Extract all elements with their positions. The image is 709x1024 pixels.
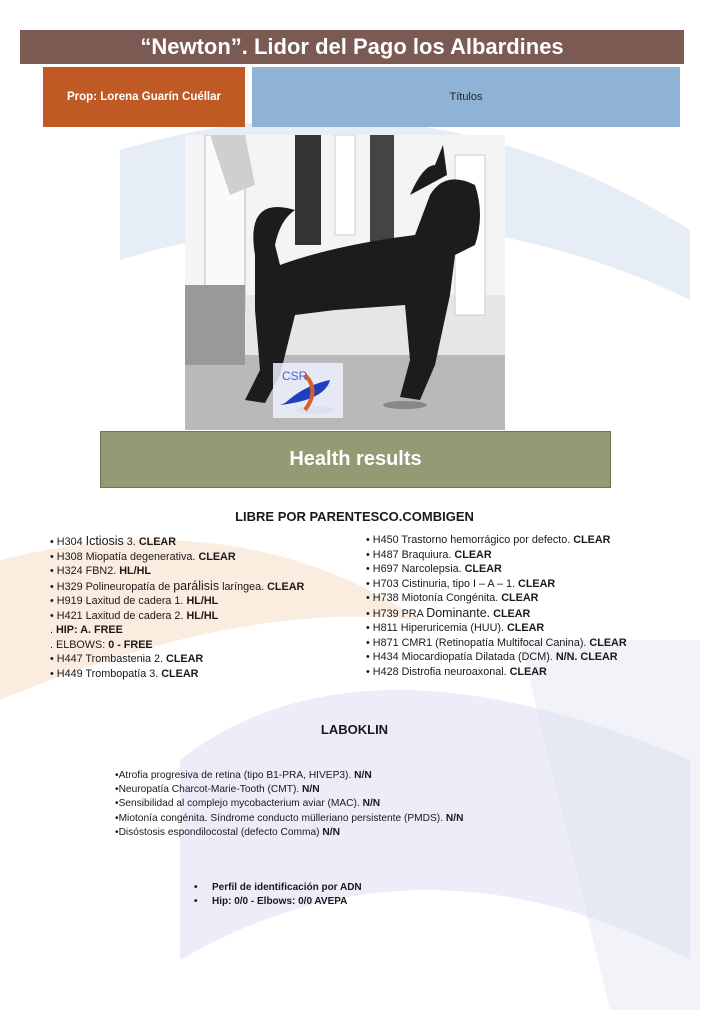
laboklin-result: N/N	[354, 770, 372, 781]
test-result: CLEAR	[454, 548, 492, 561]
test-code: • H738	[366, 592, 402, 604]
test-item-right-2	[366, 562, 627, 577]
test-code: • H919	[50, 595, 86, 607]
test-item-left-3	[50, 579, 304, 595]
test-result: CLEAR	[161, 667, 199, 680]
test-name: Laxitud de cadera 1.	[85, 595, 187, 607]
test-name: Trombopatía 3.	[85, 667, 162, 680]
test-code: • H871	[366, 636, 402, 649]
test-result: HL/HL	[186, 595, 219, 607]
test-result: HL/HL	[186, 609, 219, 622]
test-item-right-6	[366, 621, 627, 636]
test-item-right-7	[366, 636, 627, 651]
test-name: Narcolepsia.	[401, 563, 465, 575]
laboklin-item-1	[115, 783, 463, 797]
test-item-right-4	[366, 591, 627, 606]
bottom-item-text: Hip: 0/0 - Elbows: 0/0 AVEPA	[212, 895, 348, 907]
test-result: HL/HL	[119, 565, 151, 577]
test-result: CLEAR	[518, 577, 556, 590]
test-name: ELBOWS:	[56, 638, 109, 651]
laboklin-test-name: •Neuropatía Charcot-Marie-Tooth (CMT).	[115, 784, 302, 796]
test-code: • H308	[50, 550, 86, 563]
laboklin-test-name: •Atrofia progresiva de retina (tipo B1-PRA, HIVEP3).	[115, 770, 355, 781]
test-name: Hiperuricemia (HUU).	[400, 622, 507, 634]
test-result: N/N. CLEAR	[555, 651, 618, 663]
test-code: • H329	[50, 580, 86, 593]
test-result: CLEAR	[166, 653, 204, 665]
test-item-right-1	[366, 548, 627, 563]
test-name-suffix: laríngea.	[219, 580, 268, 593]
test-item-right-3	[366, 577, 627, 592]
laboklin-item-2	[115, 797, 463, 811]
laboklin-result: N/N	[322, 826, 340, 838]
laboklin-item-3	[115, 812, 463, 826]
laboklin-list	[115, 769, 463, 840]
test-name: Laxitud de cadera 2.	[85, 609, 187, 622]
laboklin-result: N/N	[302, 784, 320, 796]
combigen-heading: LIBRE POR PARENTESCO.COMBIGEN	[235, 509, 474, 524]
test-name: Trombastenia 2.	[85, 653, 167, 665]
laboklin-test-name: •Miotonía congénita. Síndrome conducto mülleriano persistente (PMDS).	[115, 812, 446, 824]
test-item-right-8	[366, 650, 627, 665]
test-code: • H697	[366, 563, 402, 575]
bottom-item-1	[194, 895, 362, 909]
test-result: CLEAR	[198, 550, 236, 563]
laboklin-result: N/N	[445, 812, 464, 824]
test-code: • H447	[50, 653, 86, 665]
test-result: CLEAR	[573, 534, 611, 546]
test-result: CLEAR	[506, 622, 545, 634]
test-code: • H450	[366, 534, 402, 546]
dog-photo-image	[185, 135, 505, 430]
test-code: .	[50, 638, 56, 651]
test-name: Miopatía degenerativa.	[85, 550, 199, 563]
test-code: • H487	[366, 548, 402, 561]
bottom-item-0	[194, 881, 362, 895]
test-result: CLEAR	[493, 607, 531, 620]
test-item-right-5	[366, 606, 627, 622]
bottom-item-text: Perfil de identificación por ADN	[212, 882, 362, 893]
test-code: • H421	[50, 609, 86, 622]
test-item-left-1	[50, 550, 304, 565]
test-item-left-4	[50, 594, 304, 609]
test-item-left-2	[50, 564, 304, 579]
titles-label: Títulos	[252, 67, 680, 127]
test-code: • H811	[366, 622, 401, 634]
test-code: • H324	[50, 565, 86, 577]
laboklin-result: N/N	[362, 798, 381, 810]
test-name: Ictiosis	[85, 534, 124, 548]
test-result: A. FREE	[80, 624, 123, 636]
test-name-emphasis: parálisis	[173, 578, 220, 593]
test-name: Miotonía Congénita.	[401, 592, 502, 604]
test-name: Cistinuria, tipo I – A – 1.	[401, 577, 519, 590]
test-code: • H434	[366, 651, 402, 663]
test-name: Trastorno hemorrágico por defecto.	[401, 534, 574, 546]
dog-photo	[185, 135, 505, 430]
test-name: Miocardiopatía Dilatada (DCM).	[401, 651, 556, 663]
test-name: HIP:	[56, 624, 81, 636]
laboklin-test-name: •Sensibilidad al complejo mycobacterium aviar (MAC).	[115, 798, 363, 810]
laboklin-item-0	[115, 769, 463, 783]
bullet-icon: •	[194, 895, 198, 907]
laboklin-test-name: •Disóstosis espondilocostal (defecto Comma)	[115, 826, 323, 838]
test-name: CMR1 (Retinopatía Multifocal Canina).	[401, 636, 590, 649]
bullet-icon: •	[194, 882, 198, 893]
test-result: CLEAR	[589, 636, 627, 649]
test-result: 0 - FREE	[108, 638, 153, 651]
test-item-left-9	[50, 667, 304, 682]
photo-logo-letter-c: CSR	[282, 369, 308, 383]
test-code: • H304	[50, 536, 86, 548]
laboklin-item-4	[115, 826, 463, 840]
health-results-banner: Health results	[100, 431, 611, 488]
test-name-emphasis: Dominante.	[426, 605, 491, 620]
test-code: .	[50, 624, 56, 636]
bottom-list	[194, 881, 362, 908]
test-item-left-8	[50, 652, 304, 667]
combigen-left-list	[50, 534, 304, 681]
test-item-left-6	[50, 623, 304, 638]
owner-label: Prop: Lorena Guarín Cuéllar	[43, 67, 245, 127]
test-name: Distrofia neuroaxonal.	[401, 665, 510, 678]
test-name: PRA	[401, 607, 427, 620]
test-code: • H703	[366, 577, 402, 590]
laboklin-heading: LABOKLIN	[320, 722, 389, 737]
test-code: • H739	[366, 607, 402, 620]
test-code: • H449	[50, 667, 86, 680]
test-item-left-0	[50, 534, 304, 550]
test-name-suffix: 3.	[123, 536, 139, 548]
test-result: CLEAR	[509, 665, 547, 678]
test-code: • H428	[366, 665, 402, 678]
test-result: CLEAR	[464, 563, 502, 575]
test-name: Braquiura.	[401, 548, 455, 561]
test-name: Polineuropatía de	[85, 580, 174, 593]
test-item-left-5	[50, 609, 304, 624]
combigen-right-list	[366, 533, 627, 679]
test-item-right-9	[366, 665, 627, 680]
test-result: CLEAR	[267, 580, 305, 593]
test-result: CLEAR	[138, 536, 177, 548]
page-title: “Newton”. Lidor del Pago los Albardines	[20, 30, 684, 64]
test-item-right-0	[366, 533, 627, 548]
test-result: CLEAR	[501, 592, 539, 604]
test-item-left-7	[50, 638, 304, 653]
test-name: FBN2.	[85, 565, 120, 577]
